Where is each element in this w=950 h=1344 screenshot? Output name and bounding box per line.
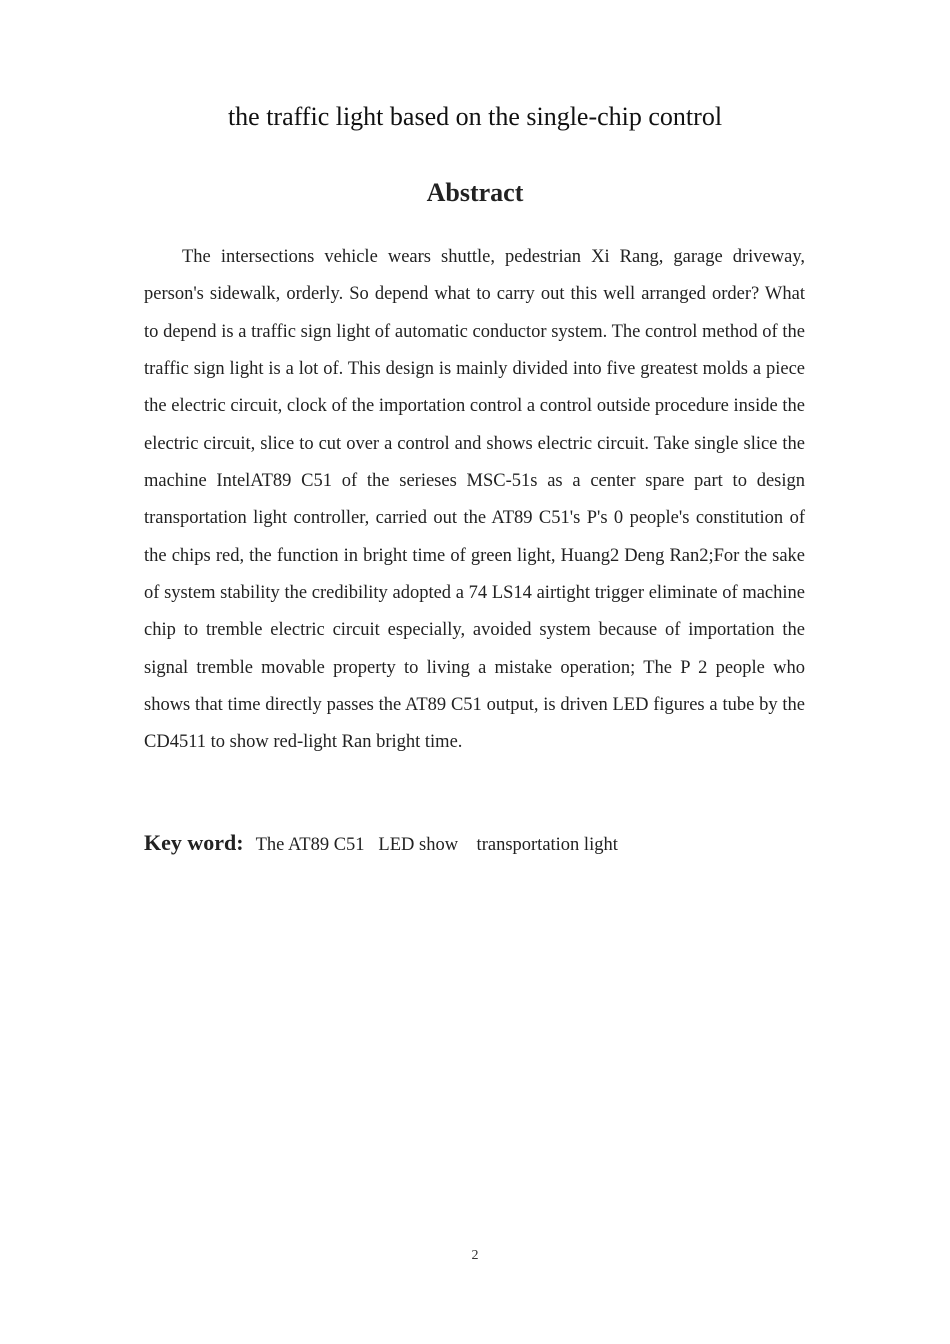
keywords-list: The AT89 C51 LED show transportation light xyxy=(255,835,618,855)
keywords-line xyxy=(144,826,805,862)
abstract-paragraph: The intersections vehicle wears shuttle, pedestrian Xi Rang, garage driveway, person's sidewalk, orderly. So depend what to carry out this well arranged order? What to depend is a traffic sign light of automatic conductor system. The control method of the traffic sign light is a lot of. This design is mainly divided into five greatest molds a piece the electric circuit, clock of the importation control a control outside procedure inside the electric circuit, slice to cut over a control and shows electric circuit. Take single slice the machine IntelAT89 C51 of the serieses MSC-51s as a center spare part to design transportation light controller, carried out the AT89 C51's P's 0 people's constitution of the chips red, the function in bright time of green light, Huang2 Deng Ran2;For the sake of system stability the credibility adopted a 74 LS14 airtight trigger eliminate of machine chip to tremble electric circuit especially, avoided system because of importation the signal tremble movable property to living a mistake operation; The P 2 people who shows that time directly passes the AT89 C51 output, is driven LED figures a tube by the CD4511 to show red-light Ran bright time. xyxy=(144,247,805,753)
abstract-heading: Abstract xyxy=(426,178,524,207)
keywords-label: Key word: xyxy=(144,830,244,855)
document-title: the traffic light based on the single-chip control xyxy=(227,102,723,131)
page-number: 2 xyxy=(471,1248,479,1263)
